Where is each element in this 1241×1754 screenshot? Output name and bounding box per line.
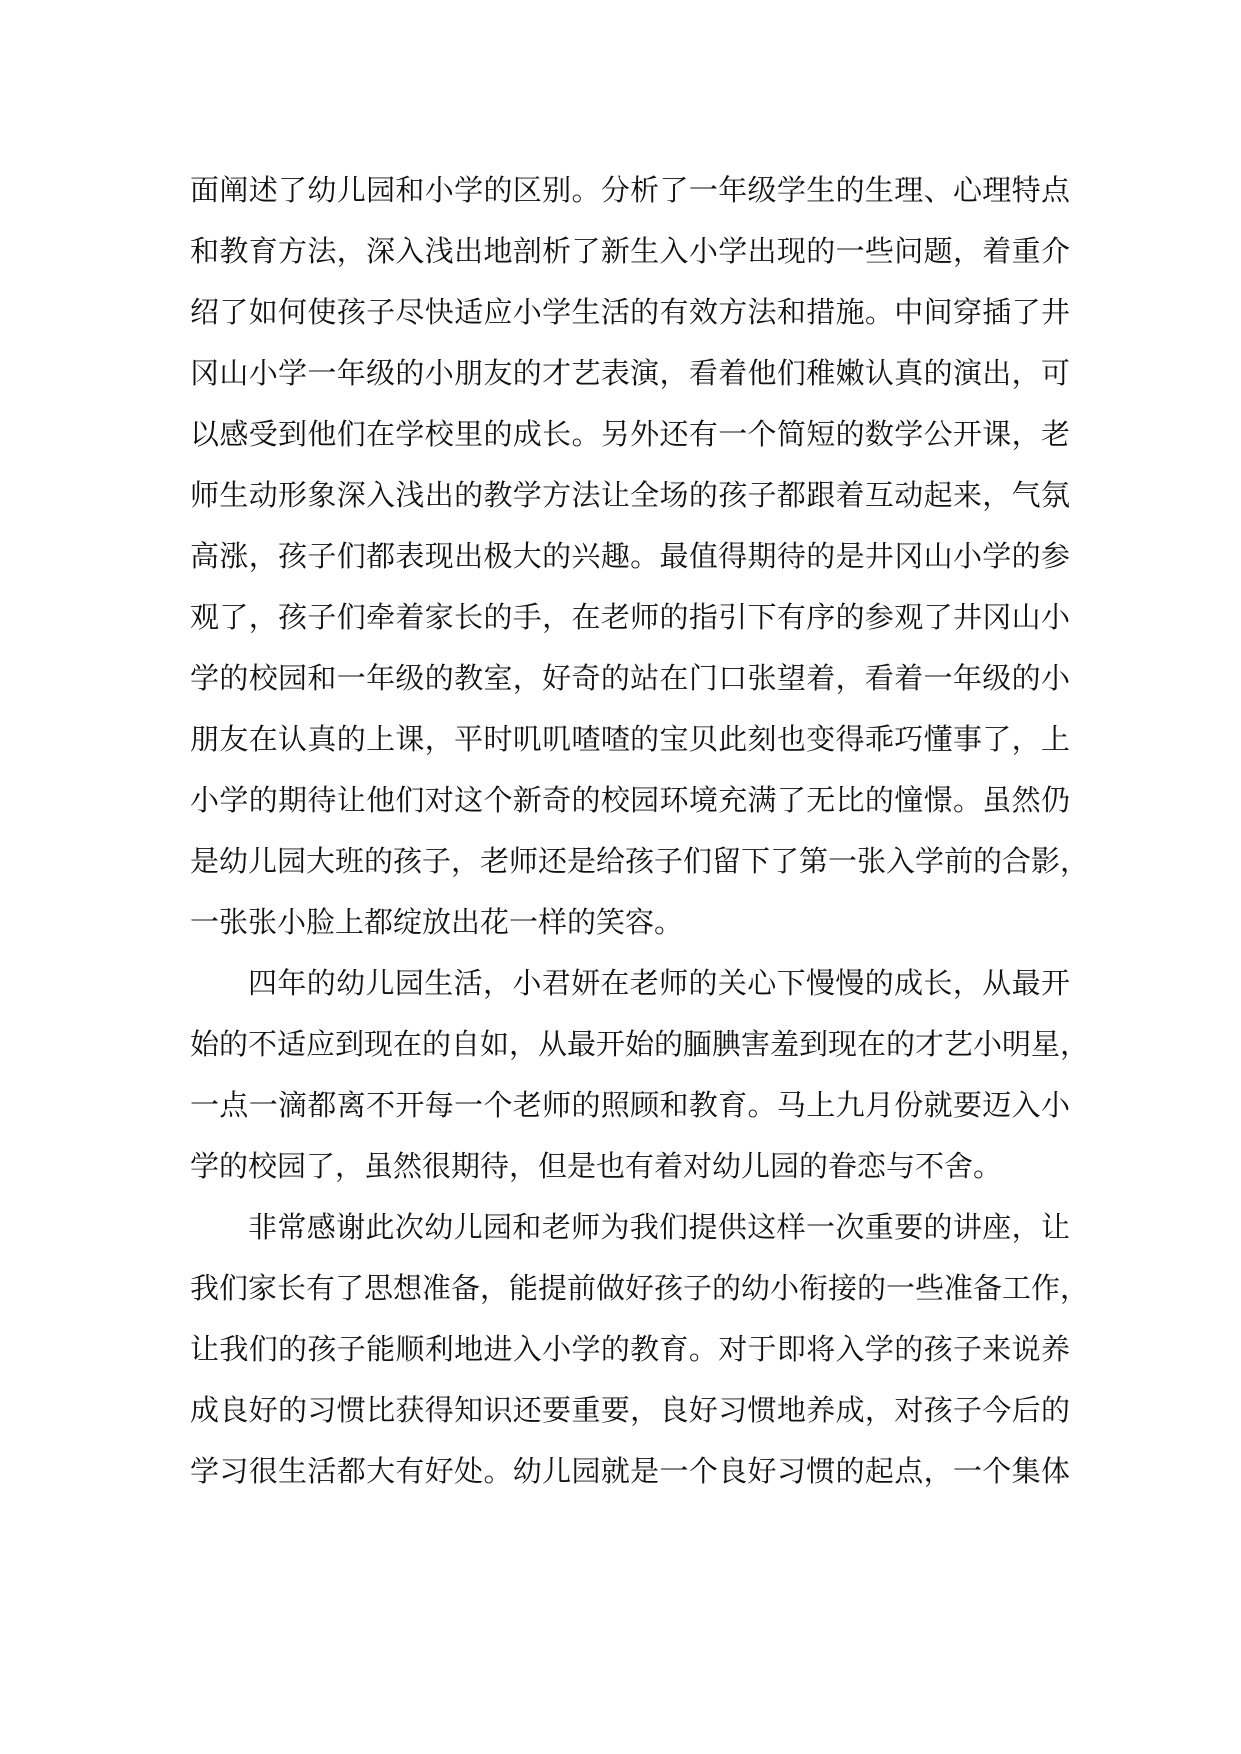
text-line: 冈山小学一年级的小朋友的才艺表演，看着他们稚嫩认真的演出，可 bbox=[190, 356, 1070, 390]
text-line: 四年的幼儿园生活，小君妍在老师的关心下慢慢的成长，从最开 bbox=[248, 966, 1070, 1000]
text-line: 学的校园和一年级的教室，好奇的站在门口张望着，看着一年级的小 bbox=[190, 661, 1070, 695]
text-line: 一张张小脸上都绽放出花一样的笑容。 bbox=[190, 905, 684, 939]
text-line: 让我们的孩子能顺利地进入小学的教育。对于即将入学的孩子来说养 bbox=[190, 1332, 1070, 1366]
document-body bbox=[190, 160, 1090, 1502]
text-line: 是幼儿园大班的孩子，老师还是给孩子们留下了第一张入学前的合影， bbox=[190, 844, 1090, 878]
text-line: 师生动形象深入浅出的教学方法让全场的孩子都跟着互动起来，气氛 bbox=[190, 478, 1070, 512]
paragraph-2 bbox=[190, 953, 1090, 1197]
text-line: 学的校园了，虽然很期待，但是也有着对幼儿园的眷恋与不舍。 bbox=[190, 1149, 1003, 1183]
text-line: 学习很生活都大有好处。幼儿园就是一个良好习惯的起点，一个集体 bbox=[190, 1454, 1070, 1488]
paragraph-1 bbox=[190, 160, 1090, 953]
paragraph-3 bbox=[190, 1197, 1090, 1502]
text-line: 始的不适应到现在的自如，从最开始的腼腆害羞到现在的才艺小明星， bbox=[190, 1027, 1090, 1061]
text-line: 以感受到他们在学校里的成长。另外还有一个简短的数学公开课，老 bbox=[190, 417, 1070, 451]
text-line: 高涨，孩子们都表现出极大的兴趣。最值得期待的是井冈山小学的参 bbox=[190, 539, 1070, 573]
text-line: 小学的期待让他们对这个新奇的校园环境充满了无比的憧憬。虽然仍 bbox=[190, 783, 1070, 817]
text-line: 成良好的习惯比获得知识还要重要，良好习惯地养成，对孩子今后的 bbox=[190, 1393, 1070, 1427]
text-line: 我们家长有了思想准备，能提前做好孩子的幼小衔接的一些准备工作， bbox=[190, 1271, 1090, 1305]
text-line: 绍了如何使孩子尽快适应小学生活的有效方法和措施。中间穿插了井 bbox=[190, 295, 1070, 329]
text-line: 观了，孩子们牵着家长的手，在老师的指引下有序的参观了井冈山小 bbox=[190, 600, 1070, 634]
text-line: 一点一滴都离不开每一个老师的照顾和教育。马上九月份就要迈入小 bbox=[190, 1088, 1070, 1122]
text-line: 非常感谢此次幼儿园和老师为我们提供这样一次重要的讲座，让 bbox=[248, 1210, 1070, 1244]
text-line: 和教育方法，深入浅出地剖析了新生入小学出现的一些问题，着重介 bbox=[190, 234, 1070, 268]
text-line: 朋友在认真的上课，平时叽叽喳喳的宝贝此刻也变得乖巧懂事了，上 bbox=[190, 722, 1070, 756]
text-line: 面阐述了幼儿园和小学的区别。分析了一年级学生的生理、心理特点 bbox=[190, 173, 1070, 207]
